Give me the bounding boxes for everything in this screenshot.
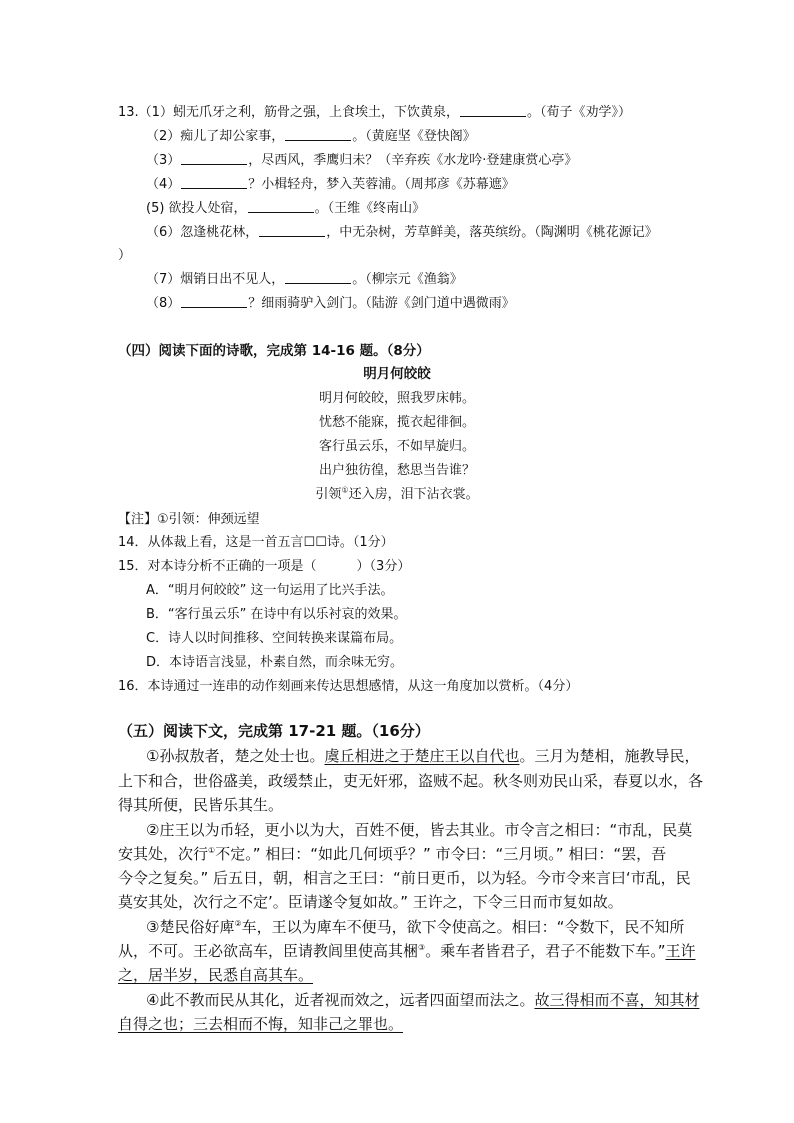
q13-text: （2）痴儿了却公家事，	[146, 129, 285, 144]
q13-source: 。（柳宗元《渔翁》	[352, 272, 463, 287]
passage-p2-line: 莫安其处，次行之不定’。臣请遂令复如故。” 王许之，下令三日而市复如故。	[118, 893, 623, 911]
q13-source: ？细雨骑驴入剑门。（陆游《剑门道中遇微雨》	[248, 296, 515, 311]
answer-blank[interactable]	[460, 104, 526, 117]
q13-item-2	[146, 125, 476, 144]
option-c: C．诗人以时间推移、空间转换来谋篇布局。	[146, 631, 403, 646]
q13-text: (5) 欲投人处宿，	[146, 201, 247, 216]
passage-p3-line: ③楚民俗好庳②车，王以为庳车不便马，欲下令使高之。相曰：“令数下，民不知所	[146, 918, 685, 936]
question-16: 16．本诗通过一连串的动作刻画来传达思想感情，从这一角度加以赏析。（4分）	[118, 679, 579, 694]
poem-line: 明月何皎皎，照我罗床帏。	[318, 391, 475, 406]
passage-p4-line: ④此不教而民从其化，近者视而效之，远者四面望而法之。故三得相而不喜，知其材	[146, 991, 700, 1009]
q13-text: （3）	[146, 153, 181, 168]
q13-item-7	[146, 268, 463, 287]
answer-blank[interactable]	[181, 176, 247, 189]
poem-line: 出户独彷徨，愁思当告谁？	[318, 463, 475, 478]
passage-p2-line: ②庄王以为币轻，更小以为大，百姓不便，皆去其业。市令言之相曰：“市乱，民莫	[146, 821, 693, 839]
q13-item-3	[146, 149, 577, 168]
poem-line: 引领①还入房，泪下沾衣裳。	[315, 485, 479, 502]
q13-text: （6）忽逢桃花林，	[146, 225, 259, 240]
footnote-marker: ③	[418, 943, 426, 952]
section-5-heading: （五）阅读下文，完成第 17-21 题。（16分）	[118, 722, 430, 740]
question-15: 15．对本诗分析不正确的一项是（ ）（3分）	[118, 559, 411, 574]
footnote-marker: ①	[341, 485, 349, 495]
passage-p4-line	[118, 1013, 403, 1034]
option-b: B．“客行虽云乐” 在诗中有以乐衬哀的效果。	[146, 607, 407, 622]
q13-source: 。（黄庭坚《登快阁》	[352, 129, 476, 144]
question-14: 14．从体裁上看，这是一首五言☐☐诗。（1分）	[118, 535, 394, 550]
underlined-sentence: 之，居半岁，民悉自高其车。	[118, 966, 314, 984]
answer-blank[interactable]	[259, 224, 325, 237]
passage-p3-line	[118, 964, 313, 985]
q13-source: ？小楫轻舟，梦入芙蓉浦。（周邦彦《苏幕遮》	[248, 177, 515, 192]
q13-item-6	[146, 221, 658, 240]
underlined-sentence: 自得之也；三去相而不悔，知非己之罪也。	[118, 1015, 404, 1033]
underlined-sentence: 虞丘相进之于楚庄王以自代也	[324, 747, 520, 765]
passage-p1-line: ①孙叔敖者，楚之处士也。虞丘相进之于楚庄王以自代也。三月为楚相，施教导民，	[146, 747, 700, 765]
underlined-sentence: 故三得相而不喜，知其材	[534, 991, 700, 1009]
q13-item-4	[146, 173, 515, 192]
poem-note: 【注】①引领：伸颈远望	[118, 512, 260, 527]
q13-item-6-wrap	[118, 244, 131, 263]
poem-title: 明月何皎皎	[363, 366, 431, 382]
q13-item-8	[146, 292, 515, 311]
passage-p2-line: 今令之复矣。” 后五日，朝，相言之王曰：“前日更币，以为轻。今市令来言曰‘市乱，民	[118, 869, 691, 887]
poem-line: 忧愁不能寐，揽衣起徘徊。	[318, 415, 475, 430]
option-d: D．本诗语言浅显，朴素自然，而余味无穷。	[146, 655, 404, 670]
q13-text: （8）	[146, 296, 181, 311]
answer-blank[interactable]	[248, 200, 314, 213]
q13-item-1	[118, 101, 631, 120]
q13-source: ）	[118, 248, 132, 263]
passage-p1-line: 得其所便，民皆乐其生。	[118, 796, 284, 814]
q13-text: （4）	[146, 177, 181, 192]
answer-blank[interactable]	[285, 128, 351, 141]
q13-source: 。（王维《终南山》	[314, 201, 426, 216]
q13-source: ，尽西风，季鹰归未？（辛弃疾《水龙吟·登建康赏心亭》	[248, 153, 578, 168]
passage-p3-line: 从，不可。王必欲高车，臣请教闾里使高其梱③。乘车者皆君子，君子不能数下车。”王许	[118, 942, 696, 960]
answer-blank[interactable]	[181, 152, 247, 165]
q13-source: ，中无杂树，芳草鲜美，落英缤纷。（陶渊明《桃花源记》	[326, 225, 658, 240]
footnote-marker: ②	[234, 919, 242, 928]
q13-item-5	[146, 197, 425, 216]
poem-line: 客行虽云乐，不如早旋归。	[318, 439, 475, 454]
answer-blank[interactable]	[285, 271, 351, 284]
answer-blank[interactable]	[181, 295, 247, 308]
q13-number: 13.（1）	[118, 105, 173, 120]
option-a: A．“明月何皎皎” 这一句运用了比兴手法。	[146, 583, 394, 598]
q13-source: 。（荀子《劝学》）	[526, 105, 631, 120]
passage-p2-line: 安其处，次行①不定。” 相曰：“如此几何顷乎？” 市令曰：“三月顷。” 相曰：“罢，吾	[118, 845, 667, 863]
footnote-marker: ①	[208, 846, 216, 855]
passage-p1-line: 上下和合，世俗盛美，政缓禁止，吏无奸邪，盗贼不起。秋冬则劝民山采，春夏以水，各	[118, 772, 704, 790]
q13-text: 蚓无爪牙之利，筋骨之强，上食埃土，下饮黄泉，	[172, 105, 459, 120]
section-4-heading: （四）阅读下面的诗歌，完成第 14-16 题。（8分）	[118, 343, 430, 359]
underlined-sentence: 王许	[665, 942, 696, 960]
q13-text: （7）烟销日出不见人，	[146, 272, 285, 287]
